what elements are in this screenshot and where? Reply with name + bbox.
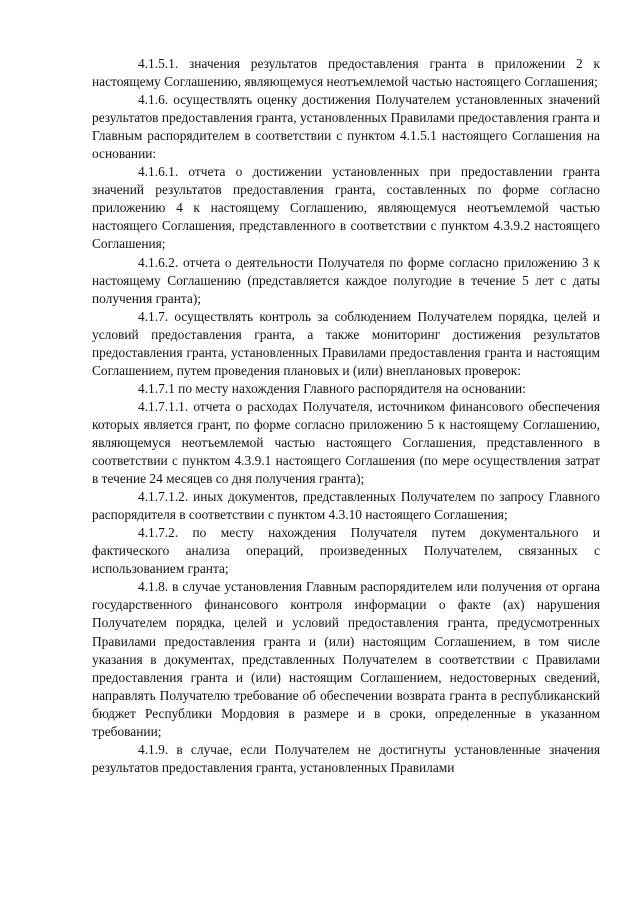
paragraph-4-1-5-1: 4.1.5.1. значения результатов предоставления гранта в приложении 2 к настоящему Соглашению, являющемуся неотъемлемой частью настоящего Соглашения; — [92, 56, 600, 90]
paragraph-4-1-9: 4.1.9. в случае, если Получателем не достигнуты установленные значения результатов предоставления гранта, установленных Правилами — [92, 741, 600, 775]
paragraph-4-1-7-1-2: 4.1.7.1.2. иных документов, представленных Получателем по запросу Главного распорядителя в соответствии с пунктом 4.3.10 настоящего Соглашения; — [92, 489, 600, 523]
paragraph-4-1-7-2: 4.1.7.2. по месту нахождения Получателя путем документального и фактического анализа операций, произведенных Получателем, связанных с использованием гранта; — [92, 525, 600, 577]
paragraph-4-1-7-1: 4.1.7.1 по месту нахождения Главного распорядителя на основании: — [138, 380, 526, 396]
paragraph-4-1-7: 4.1.7. осуществлять контроль за соблюдением Получателем порядка, целей и условий предоставления гранта, а также мониторинг достижения результатов предоставления гранта, установленных Правилами предоставления гранта и настоящим Соглашением, путем проведения плановых и (или) внеплановых проверок: — [92, 308, 600, 378]
paragraph-4-1-7-1-1: 4.1.7.1.1. отчета о расходах Получателя, источником финансового обеспечения которых является грант, по форме согласно приложению 5 к настоящему Соглашению, являющемуся неотъемлемой частью настоящего Соглашения, представленного в соответствии с пунктом 4.3.9.1 настоящего Соглашения (по мере осуществления затрат в течение 24 месяцев со дня получения гранта); — [92, 398, 600, 487]
paragraph-4-1-6-1: 4.1.6.1. отчета о достижении установленных при предоставлении гранта значений результатов предоставления гранта, составленных по форме согласно приложению 4 к настоящему Соглашению, являющемуся неотъемлемой частью настоящего Соглашения, представленного в соответствии с пунктом 4.3.9.2 настоящего Соглашения; — [92, 164, 600, 252]
paragraph-4-1-6-2: 4.1.6.2. отчета о деятельности Получателя по форме согласно приложению 3 к настоящему Соглашению (представляется каждое полугодие в течение 5 лет с даты получения гранта); — [92, 254, 600, 306]
paragraph-4-1-6: 4.1.6. осуществлять оценку достижения Получателем установленных значений результатов предоставления гранта, установленных Правилами предоставления гранта и Главным распорядителем в соответствии с пунктом 4.1.5.1 настоящего Соглашения на основании: — [92, 92, 600, 162]
paragraph-4-1-8: 4.1.8. в случае установления Главным распорядителем или получения от органа государственного финансового контроля информации о факте (ах) нарушения Получателем порядка, целей и условий предоставления гранта, предусмотренных Правилами предоставления гранта и (или) настоящим Соглашением, в том числе указания в документах, представленных Получателем в соответствии с Правилами предоставления гранта и (или) настоящим Соглашением, недостоверных сведений, направлять Получателю требование об обеспечении возврата гранта в республиканский бюджет Республики Мордовия в размере и в сроки, определенные в указанном требовании; — [92, 579, 600, 739]
